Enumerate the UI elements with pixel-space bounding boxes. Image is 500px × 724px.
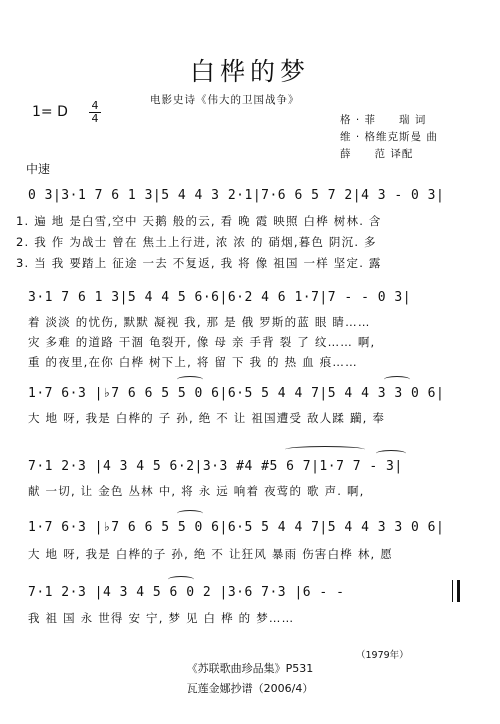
composer-credit: 维 · 格维克斯曼 曲 [340,131,438,143]
slur-mark [376,450,406,457]
system-3-lyric-1: 大 地 呀, 我是 白桦的 子 孙, 绝 不 让 祖国遭受 敌人蹂 躏, 奉 [28,411,386,425]
transcriber-line: 瓦莲金娜抄谱（2006/4） [186,682,314,695]
translator-credit: 薛 范 译配 [340,148,414,160]
tempo-marking: 中速 [26,162,51,176]
system-2-notes: 3·1 7 6 1 3|5 4 4 5 6·6|6·2 4 6 1·7|7 - - 0 3| [28,290,412,305]
year-note: （1979年） [356,650,409,661]
system-4-notes: 7·1 2·3 |4 3 4 5 6·2|3·3 #4 #5 6 7|1·7 7 - 3| [28,459,403,474]
system-1-lyric-1: 1. 遍 地 是白雪,空中 天鹅 般的云, 看 晚 霞 映照 白桦 树林. 含 [16,214,382,228]
time-signature-bottom: 4 [91,112,99,125]
time-signature [89,101,101,124]
system-4-lyric-1: 献 一切, 让 金色 丛林 中, 将 永 远 响着 夜莺的 歌 声. 啊, [28,484,365,498]
slur-mark [177,376,203,383]
system-6-lyric-1: 我 祖 国 永 世得 安 宁, 梦 见 白 桦 的 梦…… [28,611,295,625]
system-2-lyric-1: 着 淡淡 的忧伤, 默默 凝视 我, 那 是 俄 罗斯的蓝 眼 睛…… [28,315,371,329]
system-6-notes: 7·1 2·3 |4 3 4 5 6 0 2 |3·6 7·3 |6 - - [28,585,345,600]
slur-mark [168,576,194,583]
final-barline [452,580,460,602]
subtitle: 电影史诗《伟大的卫国战争》 [150,94,300,106]
system-2-lyric-2: 灾 多难 的道路 干涸 龟裂开, 像 母 亲 手背 裂 了 纹…… 啊, [28,335,376,349]
system-2-lyric-3: 重 的夜里,在你 白桦 树下上, 将 留 下 我 的 热 血 痕…… [28,355,358,369]
system-5-lyric-1: 大 地 呀, 我是 白桦的子 孙, 绝 不 让狂风 暴雨 伤害白桦 林, 愿 [28,547,393,561]
key-signature: 1= D [32,104,68,120]
system-5-notes: 1·7 6·3 |♭7 6 6 5 5 0 6|6·5 5 4 4 7|5 4 4 3 3 0 6| [28,520,445,535]
system-1-lyric-3: 3. 当 我 要踏上 征途 一去 不复返, 我 将 像 祖国 一样 坚定. 露 [16,256,382,270]
slur-mark [177,510,203,517]
system-1-lyric-2: 2. 我 作 为战士 曾在 焦土上行进, 浓 浓 的 硝烟,暮色 阴沉. 多 [16,235,377,249]
time-signature-top: 4 [91,99,99,112]
source-line: 《苏联歌曲珍品集》P531 [186,662,314,675]
slur-mark [384,376,410,383]
song-title: 白桦的梦 [189,57,310,86]
system-3-notes: 1·7 6·3 |♭7 6 6 5 5 0 6|6·5 5 4 4 7|5 4 4 3 3 0 6| [28,386,445,401]
lyricist-credit: 格 · 菲 瑞 词 [340,114,427,126]
system-1-notes: 0 3|3·1 7 6 1 3|5 4 4 3 2·1|7·6 6 5 7 2|4 3 - 0 3| [28,188,445,203]
crescendo-mark [285,446,365,453]
